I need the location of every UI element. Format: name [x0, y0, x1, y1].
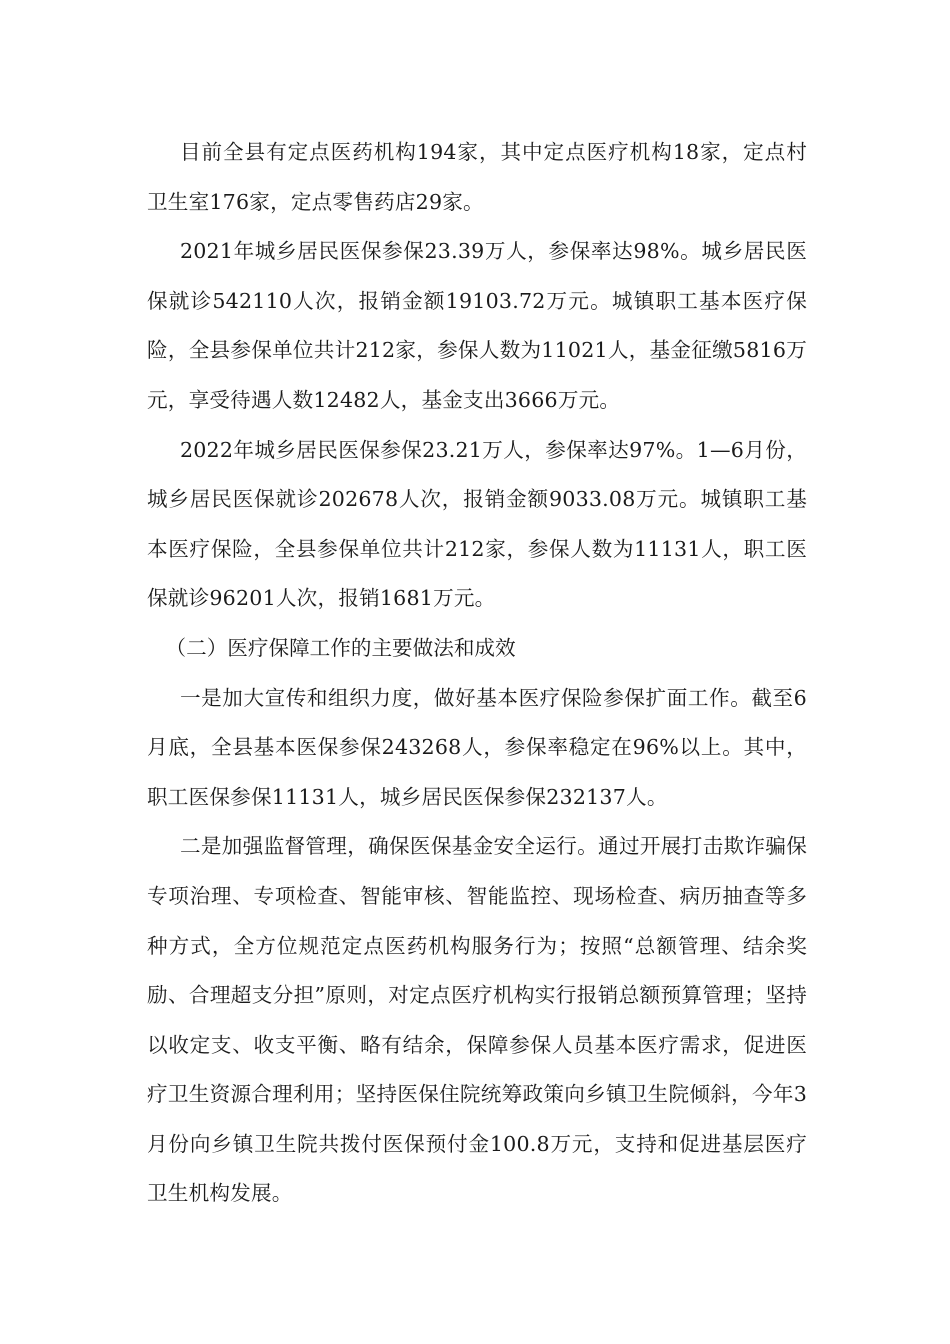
document-body: [147, 128, 807, 1219]
paragraph-2022-insurance: 2022年城乡居民医保参保23.21万人，参保率达97%。1—6月份，城乡居民医保就诊202678人次，报销金额9033.08万元。城镇职工基本医疗保险，全县参保单位共计212家，参保人数为11131人，职工医保就诊96201人次，报销1681万元。: [147, 437, 807, 611]
paragraph-enrollment-expansion: 一是加大宣传和组织力度，做好基本医疗保险参保扩面工作。截至6月底，全县基本医保参保243268人，参保率稳定在96%以上。其中，职工医保参保11131人，城乡居民医保参保232137人。: [147, 685, 807, 809]
paragraph-fund-supervision: 二是加强监督管理，确保医保基金安全运行。通过开展打击欺诈骗保专项治理、专项检查、智能审核、智能监控、现场检查、病历抽查等多种方式，全方位规范定点医药机构服务行为；按照“总额管理、结余奖励、合理超支分担”原则，对定点医疗机构实行报销总额预算管理；坚持以收定支、收支平衡、略有结余，保障参保人员基本医疗需求，促进医疗卫生资源合理利用；坚持医保住院统筹政策向乡镇卫生院倾斜，今年3月份向乡镇卫生院共拨付医保预付金100.8万元，支持和促进基层医疗卫生机构发展。: [147, 834, 807, 1206]
section-heading: （二）医疗保障工作的主要做法和成效: [165, 635, 516, 660]
paragraph-institutions: 目前全县有定点医药机构194家，其中定点医疗机构18家，定点村卫生室176家，定点零售药店29家。: [147, 140, 807, 214]
paragraph-2021-insurance: 2021年城乡居民医保参保23.39万人，参保率达98%。城乡居民医保就诊542110人次，报销金额19103.72万元。城镇职工基本医疗保险，全县参保单位共计212家，参保人数为11021人，基金征缴5816万元，享受待遇人数12482人，基金支出3666万元。: [147, 239, 807, 412]
